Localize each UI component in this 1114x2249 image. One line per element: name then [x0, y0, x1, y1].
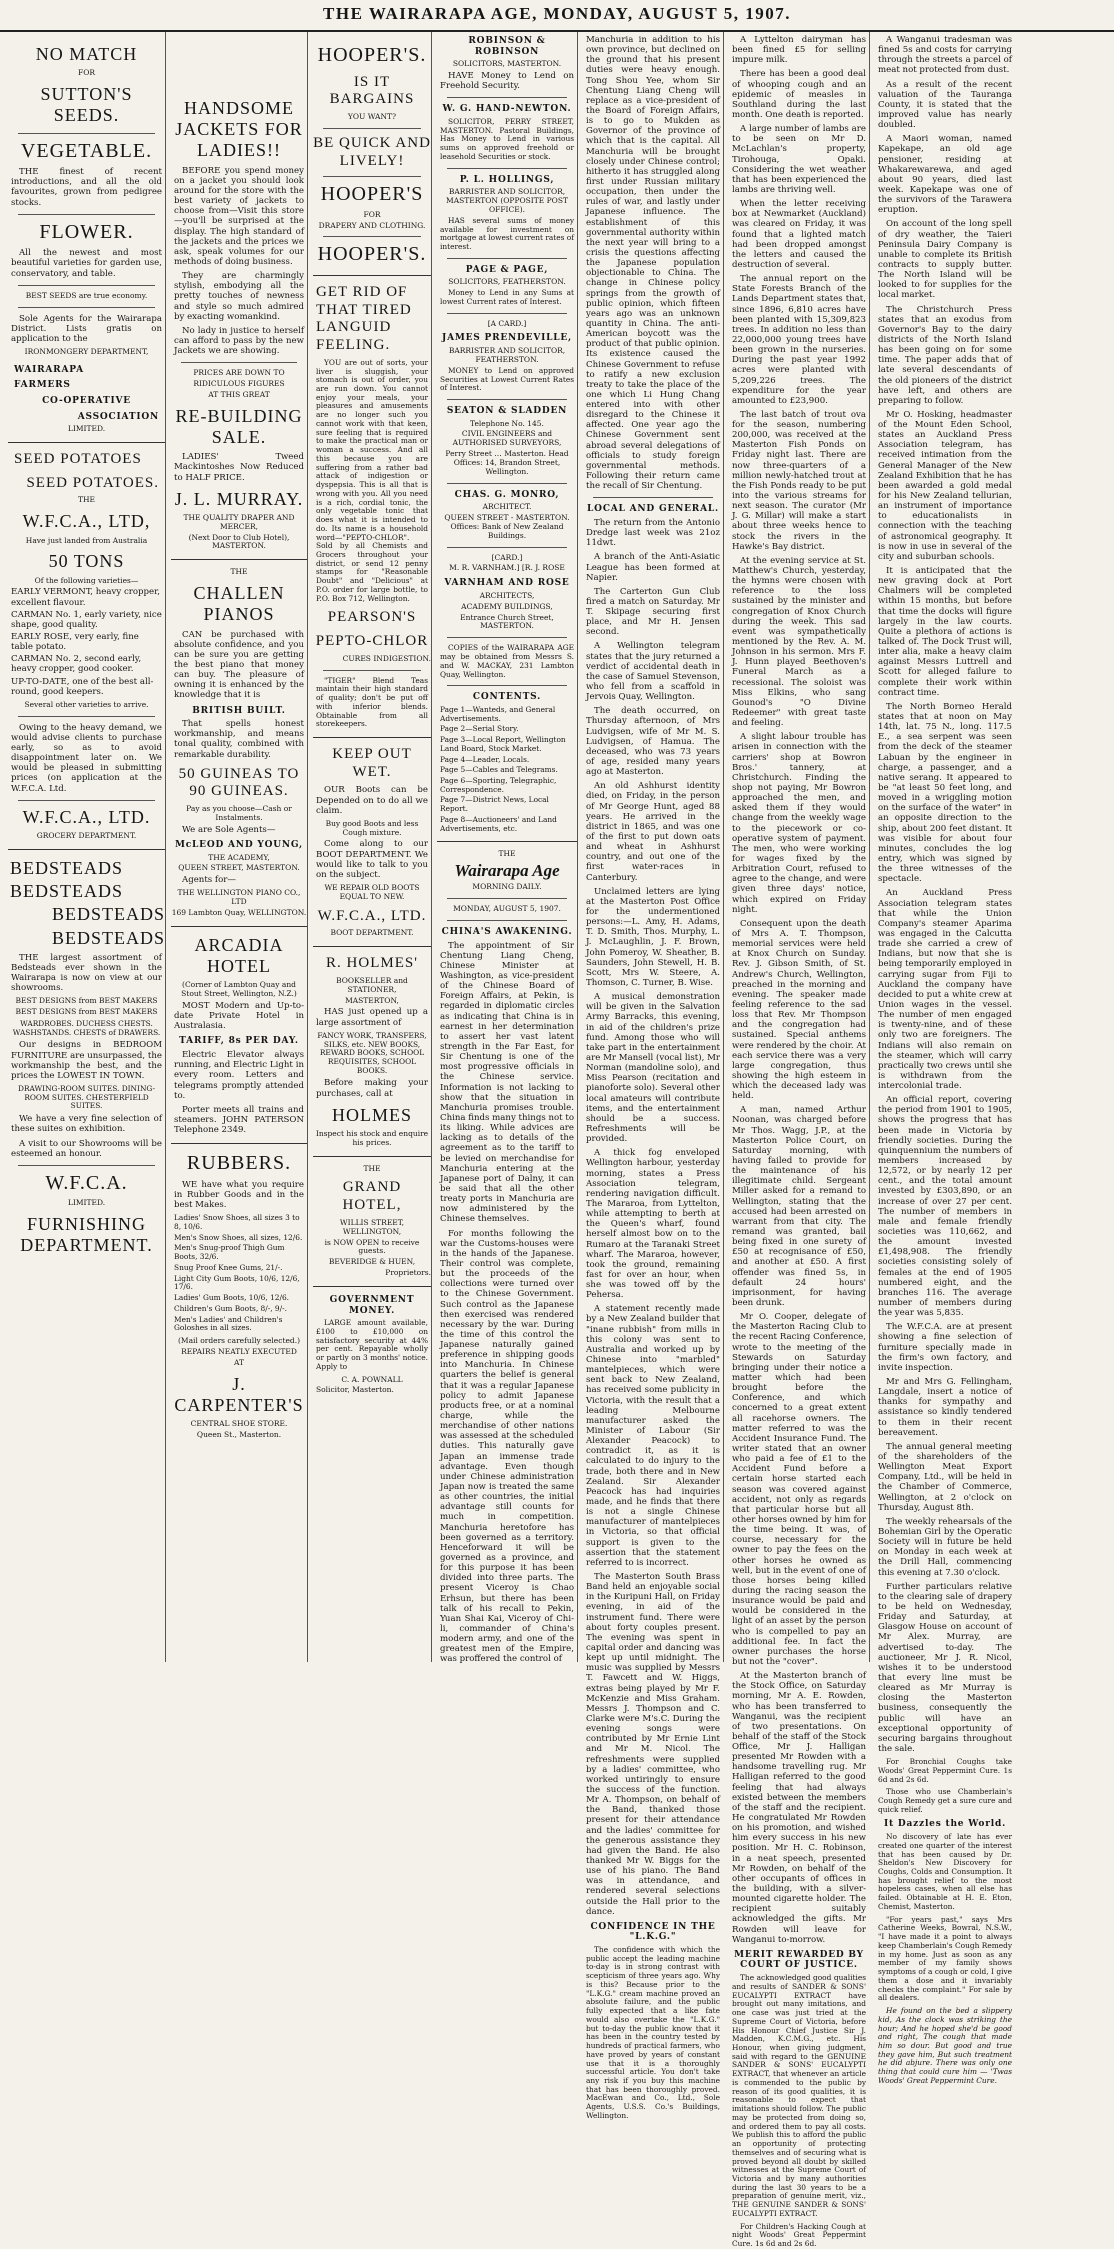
peppermint-verse: He found on the bed a slippery kid, As the clock was striking the hour; And he hoped she'd be good and right, The cough that made him so dour. But good and true they gave him, But such treatment he did abjure. There was only one thing that could cure him — 'Twas Woods' Great Peppermint Cure. [878, 2006, 1012, 2085]
rebuilding-sale-heading: RE-BUILDING SALE. [175, 405, 303, 447]
the-label-4: THE [498, 849, 516, 859]
prendeville-sub: BARRISTER AND SOLICITOR, FEATHERSTON. [448, 346, 566, 364]
local-item: The death occurred, on Thursday afternoon, of Mrs Ludvigsen, wife of Mr M. S. Ludvigsen, of Hamua. The deceased, who was 73 years of age, resided many years ago at Masterton. [586, 706, 720, 778]
central-shoe: CENTRAL SHOE STORE. [190, 1419, 288, 1429]
seed-potatoes-heading: SEED POTATOES [14, 451, 142, 468]
hollings-text: HAS several sums of money available for investment on mortgage at lowest current rates of interest. [440, 215, 574, 251]
vegetable-text: THE finest of recent introductions, and all the old favourites, grown from pedigree stocks. [11, 167, 162, 208]
monro-address: QUEEN STREET - MASTERTON. Offices: Bank of New Zealand Buildings. [444, 513, 570, 540]
holmes-heading-2: HOLMES [331, 1104, 412, 1125]
column-4 [437, 32, 578, 1665]
porter-text: Porter meets all trains and steamers. JOHN PATERSON Telephone 2349. [174, 1104, 304, 1136]
sole-agents: We are Sole Agents— [182, 824, 276, 835]
hand-newton-text: SOLICITOR, PERRY STREET, MASTERTON. Pastoral Buildings, Has Money to Lend in various sums on approved freehold or leasehold Securities or stock. [440, 116, 574, 161]
demand-text: Owing to the heavy demand, we would advise clients to purchase early, so as to avoid disappointment later on. We would be pleased in submitting prices (on application at the W.F.C.A. Ltd. [11, 722, 162, 794]
list-item: Snug Proof Knee Gums, 21/-. [174, 1262, 283, 1272]
china-text-1: The appointment of Sir Chentung Liang Cheng, Chinese Minister at Washington, as vice-president of the Chinese Board of Foreign Affairs, at Pekin, is regarded in diplomatic circles as indicating that China is in earnest in her determination to assert her vast latent strength in the Far East, for Sir Chentung is one of the most progressive officials in the Chinese service. Information is not lacking to show that the situation in Manchuria promises trouble. China finds many things not to its liking. While advices are lacking as to details of the agreement as to the tariff to be levied on merchandise for Manchuria entering at the Japanese port of Dalny, it can be said that all the other treaty ports in Manchuria are now administered by the Chinese themselves. [440, 940, 574, 1225]
boots-text: OUR Boots can be Depended on to do all we claim. [316, 785, 428, 816]
news-item: The W.F.C.A. are at present showing a fine selection of furniture specially made in the firm's own factory, and invite inspection. [878, 1322, 1012, 1373]
wairarapa-age-title: Wairarapa Age [454, 861, 560, 881]
at-this-great: AT THIS GREAT [208, 389, 270, 399]
column-7 [875, 32, 1015, 2085]
news-item: It is anticipated that the new graving dock at Port Chalmers will be completed within 15 months, but before that time the docks will figure largely in the law courts. Quite a plethora of actions is talked of. The Dock Trust will, inter alia, make a heavy claim against Messrs Luttrell and Scott for alleged failure to complete their work within contract time. [878, 566, 1012, 698]
list-item: Page 7—District News, Local Report. [440, 795, 549, 814]
list-item: UP-TO-DATE, one of the best all-round, good keepers. [11, 676, 154, 697]
jackets-text: BEFORE you spend money on a jacket you should look around for the store with the best variety of jackets to choose from—Visit this store—you'll be surprised at the display. The high standard of the jackets and the prices we ask, speak volumes for our methods of doing business. [174, 165, 304, 267]
local-item: Unclaimed letters are lying at the Masterton Post Office for the undermentioned persons:—L. Amy, H. Adams, T. D. Smith, Thos. Murphy, L. J. McLaughlin, J. F. Brown, John Pomeroy, W. Sheather, B. Saunders, John Stewell, H. B. Scott, Mrs W. Steere, A. Thomson, C. Turner, B. Wise. [586, 886, 720, 988]
willis-street: WILLIS STREET, WELLINGTON, [339, 1217, 405, 1236]
news-item: The Christchurch Press states that an exodus from Governor's Bay to the dairy districts of the North Island has been going on for some time. The paper adds that of late several descendants of the old pioneers of the district have left, and others are preparing to follow. [878, 304, 1012, 406]
list-item: Men's Snug-proof Thigh Gum Boots, 32/6. [174, 1243, 285, 1262]
morning-daily: MORNING DAILY. [472, 882, 542, 892]
list-item: EARLY VERMONT, heavy cropper, excellent flavour. [11, 587, 161, 608]
seaton-heading: SEATON & SLADDEN [446, 405, 568, 416]
china-awakening-heading: CHINA'S AWAKENING. [441, 926, 573, 937]
tweed-text: LADIES' Tweed Mackintoshes Now Reduced to HALF PRICE. [174, 452, 304, 483]
boot-department: BOOT DEPARTMENT. [330, 928, 414, 938]
dazzles-heading: It Dazzles the World. [883, 1819, 1007, 1830]
the-label: THE [77, 495, 96, 505]
repair-boots: WE REPAIR OLD BOOTS EQUAL TO NEW. [324, 883, 420, 901]
news-item: An Auckland Press Association telegram states that while the Union Company's steamer Aparima was engaged in the Calcutta trade she carried a crew of Indians, but now that she is being temporarily employed in carrying sugar from Fiji to Auckland the company have decided to put a white crew at Union wages in the vessel. The number of men engaged is twenty-nine, and of these only two are foreigners. The Indians will also remain on the steamer, which will carry practically two crews until she is withdrawn from the intercolonial trade. [878, 888, 1013, 1092]
news-item: Consequent upon the death of Mrs A. T. Thompson, memorial services were held at Knox Church on Sunday. Rev. J. Gibson Smith, of St. Andrew's Church, Wellington, preached in the morning and evening. The speaker made feeling reference to the sad loss that Rev. Mr Thompson and the congregation had sustained. Special anthems were rendered by the choir. At each service there was a very large congregation, thus showing the high esteem in which the deceased lady was held. [732, 918, 866, 1102]
rubbers-heading: RUBBERS. [186, 1152, 292, 1175]
vegetable-heading: VEGETABLE. [20, 139, 153, 162]
robinson-heading: ROBINSON & ROBINSON [468, 36, 546, 57]
ironmongery-dept: IRONMONGERY DEPARTMENT, [24, 346, 149, 356]
local-item: A statement recently made by a New Zealand builder that "inane rubbish" from mills in this colony was sent to Australia and worked up by Chinese into "marbled" mantelpieces, which were sent back to New Zealand, has received some publicity in Victoria, with the result that a leading Melbourne manufacturer asked the Minister of Labour (Sir Alexander Peacock) to contradict it, as it is calculated to do injury to the trade, both there and in New Zealand. Sir Alexander Peacock has had inquiries made, and he finds that there is not a single Chinese manufacturer of mantelpieces in Victoria, so that official support is given to the assertion that the statement referred to is incorrect. [586, 1304, 720, 1568]
mail-orders: (Mail orders carefully selected.) [177, 1336, 301, 1346]
suttons-seeds-heading: SUTTON'S SEEDS. [40, 84, 133, 126]
list-item: Page 4—Leader, Locals. [440, 754, 530, 764]
mcleod-young: McLEOD AND YOUNG, [175, 839, 303, 850]
news-item: When the letter receiving box at Newmarket (Auckland) was cleared on Friday, it was found that a lighted match had been dropped amongst the letters and caused the destruction of several. [732, 199, 866, 270]
column-6 [729, 32, 870, 2249]
list-item: CARMAN No. 2, second early, heavy cropper, good cooker. [11, 654, 142, 675]
for-label: FOR [78, 68, 95, 78]
british-built: BRITISH BUILT. [192, 705, 286, 716]
merit-heading: MERIT REWARDED BY COURT OF JUSTICE. [734, 1949, 864, 1971]
govt-money-heading: GOVERNMENT MONEY. [329, 1294, 415, 1316]
visit-text: A visit to our Showrooms will be esteemed an honour. [11, 1138, 162, 1159]
holmes-list: FANCY WORK, TRANSFERS, SILKS, etc. NEW BOOKS, REWARD BOOKS, SCHOOL REQUISITES, SCHOOL BOOKS. [317, 1030, 427, 1075]
list-item: Ladies' Snow Shoes, all sizes 3 to 8, 10/6. [174, 1213, 300, 1231]
news-item: As a result of the recent valuation of the Tauranga County, it is stated that the improved value has nearly doubled. [878, 79, 1012, 131]
before-purchases: Before making your purchases, call at [316, 1078, 428, 1099]
seaton-tel: Telephone No. 145. [470, 418, 544, 428]
local-item: A thick fog enveloped Wellington harbour, yesterday morning, states a Press Association telegram, rendering navigation difficult. The Mararoa, from Lyttelton, while attempting to berth at the Queen's wharf, found herself almost bow on to the Rumaro at the Taranaki Street wharf. The Mararoa, however, took the ground, remaining fast for over an hour, when she was towed off by the Pehersa. [586, 1148, 720, 1301]
news-item: A slight labour trouble has arisen in connection with the carriers' shop at Bowron Bros.' tannery, at Christchurch. Finding the shop not paying, Mr Bowron approached the men, and asked them if they would change from the weekly wage to the piecework or co-operative system of payment. The men, who were working for wages fixed by the Arbitration Court, refused to agree to the change, and were given three days' notice, which expired on Friday night. [732, 732, 866, 915]
confidence-text: The confidence with which the public accept the leading machine to-day is in strong contrast with scepticism of three years ago. Why is this? Because prior to the "L.K.G." cream machine proved an absolute failure, and the public fully expected that a like fate would also overtake the "L.K.G." but to-day the public know that it has been in the country tested by hundreds of practical farmers, who have proved by years of constant use that it is a thoroughly successful article. You don't take any risk if you buy this machine that has been thoroughly proved. MacEwan and Co., Ltd., Sole Agents, U.S.S. Co.'s Buildings, Wellington. [586, 1945, 720, 2120]
wfca-line-3: CO-OPERATIVE [42, 396, 131, 407]
tiger-tea-text: "TIGER" Blend Teas maintain their high standard of quality; don't be put off with inferior blends. Obtainable from all storekeepers. [316, 675, 428, 729]
news-item: The weekly rehearsals of the Bohemian Girl by the Operatic Society will in future be held on Monday in each week at the Drill Hall, commencing this evening at 7.30 o'clock. [878, 1516, 1012, 1578]
cures-indigestion: CURES INDIGESTION. [342, 653, 431, 663]
landed-text: Have just landed from Australia [25, 535, 148, 545]
hacking-cough-text: For Children's Hacking Cough at night Woods' Great Peppermint Cure. 1s 6d and 2s 6d. [732, 2221, 866, 2249]
holmes-heading: R. HOLMES' [326, 955, 418, 972]
local-item: A Wellington telegram states that the jury returned a verdict of accidental death in the case of Samuel Stevenson, who fell from a scaffold in Jervois Quay, Wellington. [586, 641, 720, 703]
news-item: A Lyttelton dairyman has been fined £5 for selling impure milk. [732, 35, 866, 66]
rubber-goods-list [174, 1214, 304, 1333]
list-item: Page 2—Serial Story. [440, 724, 519, 734]
card-label: [A CARD.] [487, 318, 527, 328]
handsome-jackets-heading: HANDSOME JACKETS FOR LADIES!! [175, 98, 303, 161]
prices-down: PRICES ARE DOWN TO [193, 368, 285, 378]
bedsteads-heading-3: BEDSTEADS [51, 904, 165, 925]
varnham-names: M. R. VARNHAM.] [R. J. ROSE [449, 563, 565, 573]
column-5 [583, 32, 724, 2120]
news-item: The annual report on the State Forests Branch of the Lands Department states that, since 1896, 6,810 acres have been planted with 15,309,823 trees. In addition no less than 22,000,000 young trees have been grown in the nurseries. During the past year 1992 acres were planted with 5,209,226 trees. The expenditure for the year amounted to £23,900. [732, 274, 866, 406]
column-3 [313, 32, 432, 1662]
pepto-chlor-heading: PEPTO-CHLOR [315, 633, 429, 650]
murray-heading: J. L. MURRAY. [174, 488, 304, 509]
news-item: Mr O. Hosking, headmaster of the Mount Eden School, states an Auckland Press Association telegram, has received intimation from the General Manager of the New Zealand Exhibition that he has been awarded a gold medal for his New Zealand tellurian, an instrument of importance to educationalists in connection with the teaching of astronomical geography. It is now in use in several of the city and suburban schools. [878, 409, 1012, 562]
pearsons-heading: PEARSON'S [327, 609, 417, 626]
queen-st-masterton: Queen St., Masterton. [196, 1429, 282, 1439]
get-rid-heading: GET RID OF THAT TIRED LANGUID FEELING. [316, 284, 412, 354]
boot-dept-text: Come along to our BOOT DEPARTMENT. We would like to talk to you on the subject. [316, 839, 428, 880]
local-item: The Masterton South Brass Band held an enjoyable social in the Kuripuni Hall, on Friday evening, in aid of the instrument fund. There were about forty couples present. The evening was spent in capital order and dancing was kept up until midnight. The music was supplied by Messrs T. Fawcett and W. Higgs, extras being played by Mr F. McKenzie and Miss Graham. Messrs J. Thompson and C. Clarke were M's.C. During the evening songs were contributed by Mr Ernie Lint and Mr M. Nicol. The refreshments were supplied by a ladies' committee, who worked untiringly to ensure the success of the function. Mr A. Thompson, on behalf of the Band, thanked those present for their attendance and the ladies' committee for the generous assistance they had given the Band. He also thanked Mr W. Biggs for the use of his piano. The Band was in attendance, and rendered several selections outside the Hall prior to the dance. [586, 1572, 720, 1917]
fifty-tons: 50 TONS [48, 551, 125, 572]
hand-newton-heading: W. G. HAND-NEWTON. [442, 104, 572, 115]
list-item: Ladies' Gum Boots, 10/6, 12/6. [174, 1293, 290, 1303]
potato-variety-list [11, 587, 162, 696]
news-item: On account of the long spell of dry weather, the Taieri Peninsula Dairy Company is unable to complete its British contracts to supply butter. The North Island will be looked to for supplies for the local market. [878, 219, 1012, 301]
repairs: REPAIRS NEATLY EXECUTED [181, 1346, 297, 1356]
grand-hotel-heading: GRAND HOTEL, [342, 1179, 402, 1214]
list-item: Men's Snow Shoes, all sizes, 12/6. [174, 1232, 303, 1242]
wellington-piano: THE WELLINGTON PIANO CO., LTD [177, 888, 301, 907]
news-item: A Wanganui tradesman was fined 5s and costs for carrying through the streets a parcel of meat not protected from dust. [878, 35, 1012, 76]
arcadia-hotel-heading: ARCADIA HOTEL [194, 934, 284, 977]
furnishing-dept: FURNISHING DEPARTMENT. [20, 1214, 153, 1256]
suites-list: DRAWING-ROOM SUITES. DINING-ROOM SUITES. CHESTERFIELD SUITES. [18, 1084, 155, 1111]
pownall: C. A. POWNALL [341, 1374, 403, 1384]
british-text: That spells honest workmanship, and means tonal quality, combined with remarkable durability. [174, 719, 304, 760]
hollings-heading: P. L. HOLLINGS, [459, 174, 555, 185]
agents-for: Agents for— [182, 875, 236, 886]
robinson-text: HAVE Money to Lend on Freehold Security. [440, 71, 574, 92]
quality-draper: THE QUALITY DRAPER AND MERCER, [183, 512, 295, 531]
news-item: Further particulars relative to the clearing sale of drapery to be held on Wednesday, Friday and Saturday, at Glasgow House on account of Mr Alex. Murray, are advertised to-day. The auctioneer, Mr J. R. Nicol, wishes it to be understood that every line must be cleared as Mr Murray is closing the Masterton business, consequently the public will have an exceptional opportunity of securing bargains throughout the sale. [878, 1581, 1012, 1754]
news-item: There has been a good deal of whooping cough and an epidemic of measles in Southland during the last month. One death is reported. [732, 69, 866, 120]
elevator-text: Electric Elevator always running, and Electric Light in every room. Letters and telegrams promptly attended to. [174, 1050, 304, 1101]
entrance-church: Entrance Church Street, MASTERTON. [460, 612, 554, 631]
no-match-heading: NO MATCH [35, 44, 138, 64]
beveridge: BEVERIDGE & HUEN, [328, 1257, 416, 1267]
arcadia-text: MOST Modern and Up-to-date Private Hotel in Australasia. [174, 1001, 304, 1032]
local-item: The return from the Antonio Dredge last week was 21oz 11dwt. [586, 517, 720, 549]
masterton-label: MASTERTON, [345, 995, 399, 1005]
list-item: Page 1—Wanteds, and General Advertisements. [440, 704, 556, 723]
news-item: Mr and Mrs G. Fellingham, Langdale, insert a notice of thanks for sympathy and assistance so kindly tendered to them in their recent bereavement. [878, 1377, 1012, 1438]
news-item: At the evening service at St. Matthew's Church, yesterday, the hymns were chosen with reference to the loss sustained by the minister and congregation of Knox Church during the week. This sad event was sympathetically mentioned by the Rev. A. M. Johnson in his sermon. Mrs F. J. Hunn played Beethoven's Funeral March as a recessional. The soloist was Miss Elkins, who sang Gounod's "O Divine Redeemer" with great taste and feeling. [732, 555, 866, 729]
copies-text: COPIES of the WAIRARAPA AGE may be obtained from Messrs S. and W. MACKAY, 231 Lambton Quay, Wellington. [440, 643, 574, 679]
guineas: 50 GUINEAS TO 90 GUINEAS. [178, 765, 300, 800]
list-item: Page 8—Auctioneers' and Land Advertisements, etc. [440, 814, 557, 833]
proprietors: Proprietors. [385, 1268, 431, 1278]
column-1 [8, 32, 166, 1662]
hoopers-heading-2: HOOPER'S [320, 183, 424, 206]
page-sub: SOLICITORS, FEATHERSTON. [448, 277, 566, 287]
wfca-heading-3: W.F.C.A. [45, 1171, 128, 1194]
the-label-3: THE [363, 1163, 381, 1173]
list-item: Page 6—Sporting, Telegraphic, Correspondence. [440, 775, 557, 794]
card-label-2: [CARD.] [491, 552, 523, 562]
wfca-ltd-heading-2: W.F.C.A., LTD. [22, 806, 151, 827]
academy-buildings: ACADEMY BUILDINGS, [461, 601, 553, 611]
hoopers-heading-1: HOOPER'S. [317, 44, 427, 66]
seaton-address: Perry Street … Masterton. Head Offices: 14, Brandon Street, Wellington. [445, 449, 569, 476]
drapery-clothing: DRAPERY AND CLOTHING. [318, 220, 426, 230]
now-open: is NOW OPEN to receive guests. [324, 1237, 420, 1256]
at-label: AT [233, 1357, 244, 1367]
keep-out-wet-heading: KEEP OUT WET. [332, 746, 412, 780]
news-item: A man, named Arthur Noonan, was charged before Mr Thos. Wagg, J.P., at the Masterton Police Court, on Saturday morning, with having failed to provide for the maintenance of his illegitimate child. Sergeant Miller asked for a remand to Wellington, stating that the accused had been arrested on warrant from that city. The remand was granted, bail being fixed in one surety of £50 at recognisance of £50, and another at £50. A first offender was fined 5s, in default 24 hours' imprisonment, for having been drunk. [732, 1105, 866, 1309]
seaton-sub: CIVIL ENGINEERS and AUTHORISED SURVEYORS, [452, 429, 562, 448]
page-heading: PAGE & PAGE, [465, 264, 549, 275]
prendeville-text: MONEY to Lend on approved Securities at Lowest Current Rates of Interest. [440, 365, 574, 393]
news-item: A large number of lambs are to be seen on Mr D. McLachlan's property, Tirohouga, Opaki. Considering the wet weather that has been experienced the lambs are thriving well. [732, 124, 866, 195]
architect-label: ARCHITECT. [482, 502, 532, 512]
wardrobes-list: WARDROBES. DUCHESS CHESTS. WASHSTANDS. CHESTS of DRAWERS. [12, 1018, 161, 1037]
best-designs-2: BEST DESIGNS from BEST MAKERS [15, 1007, 158, 1017]
hollings-sub: BARRISTER AND SOLICITOR, MASTERTON (OPPOSITE POST OFFICE). [446, 187, 568, 214]
hoopers-heading-3: HOOPER'S. [317, 243, 427, 266]
news-item: For Bronchial Coughs take Woods' Great Peppermint Cure. 1s 6d and 2s 6d. [878, 1757, 1012, 1784]
charming-text: They are charmingly stylish, embodying all the pretty touches of newness and style so much admired by exacting womankind. [174, 271, 304, 322]
solicitor-masterton: Solicitor, Masterton. [316, 1385, 394, 1395]
list-item: Children's Gum Boots, 8/-, 9/-. [174, 1303, 287, 1313]
local-general-heading: LOCAL AND GENERAL. [587, 504, 719, 515]
queen-street: QUEEN STREET, MASTERTON. [178, 863, 300, 873]
wfca-logo-block [14, 365, 159, 434]
bedsteads-heading-4: BEDSTEADS [51, 927, 165, 948]
china-text-2: For months following the war the Customs-houses were in the hands of the Japanese. Their control was complete, but the proceeds of the collections were turned over to the Chinese Government. Such control as the Japanese then exercised was rendered necessary by the war. During the time of this control the Japanese naturally gained preference in shipping goods into Manchuria. In Chinese quarters the belief is general that it was a regular Japanese policy to admit Japanese products free, or at a nominal charge, while the merchandise of other nations was assessed at the scheduled duties. This naturally gave Japan an immense trade advantage. Even though under Chinese administration Japan now is treated the same as other countries, the initial advantage still counts for much in competition. Manchuria heretofore has been governed as a territory. Henceforward it will be governed as a province, and for this purpose it has been divided into three parts. The present Viceroy is Chao Erhsun, but there has been talk of his recall to Pekin, Yuan Shai Kai, Viceroy of Chi-li, commander of China's modern army, and one of the greatest men of the Empire, was proffered the control of [440, 1228, 574, 1665]
tired-text: YOU are out of sorts, your liver is sluggish, your stomach is out of order, you are run down. You cannot enjoy your meals, your pleasures and amusements are no longer such you cannot work with that keen, sure feeling that is required to make the practical man or woman a success. And all this because you are suffering from a rather bad attack of indigestion or dyspepsia. This is all that is wrong with you. All you need is a rich, cordial tonic, the only vegetable tonic that does what it is intended to do. Its name is a household word—"PEPTO-CHLOR". Sold by all Chemists and Grocers throughout your district, or send 12 penny stamps for "Reasonable Doubt" and "Delicious" at P.O. order for large bottle, to P.O. Box 712, Wellington. [316, 357, 428, 603]
buy-boots: Buy good Boots and less Cough mixture. [325, 818, 419, 837]
local-item: The Carterton Gun Club fired a match on Saturday. Mr T. Skipage securing first place, and Mr H. Jensen second. [586, 586, 720, 638]
wfca-line-4: ASSOCIATION [77, 411, 159, 422]
the-label-2: THE [230, 567, 248, 577]
bargains-heading: IS IT BARGAINS [329, 73, 415, 108]
news-item: The last batch of trout ova for the season, numbering 200,000, was received at the Masterton Fish Ponds on Friday night last. There are now three-quarters of a million newly-hatched trout at the Fish Ponds ready to be put into the various streams for next season. The curator (Mr J. G. Millar) will make a start about three weeks hence to stock the rivers in the Hawke's Bay district. [732, 409, 866, 552]
contents-list [440, 706, 574, 834]
wfca-line-2: FARMERS [14, 380, 71, 391]
issue-date: MONDAY, AUGUST 5, 1907. [453, 904, 561, 914]
list-item: Page 3—Local Report, Wellington Land Board, Stock Market. [440, 735, 566, 753]
news-item: An official report, covering the period from 1901 to 1905, shows the progress that has been made in Victoria by friendly societies. During the quinquennium the numbers of members increased by 12,572, or by nearly 12 per cent., and the total amount invested by £303,890, or an increase of over 27 per cent. The number of members in male and female friendly societies was 110,662, and the amount invested £1,498,908. The friendly societies consisting solely of females at the end of 1905 numbered eight, and the branches 116. The average number of members during the year was 5,835. [878, 1095, 1012, 1319]
bookseller: BOOKSELLER and STATIONER, [336, 975, 408, 994]
grocery-dept: GROCERY DEPARTMENT. [36, 830, 137, 840]
bedsteads-heading-1: BEDSTEADS [10, 857, 124, 878]
column-8-margin [1021, 32, 1106, 1662]
suites-text: We have a very fine selection of these suites on exhibition. [11, 1114, 162, 1135]
govt-money-text: LARGE amount available, £100 to £10,000 on satisfactory security at 44% per cent. Repayable wholly or partly on 3 months' notice. Apply to [316, 1318, 428, 1371]
news-item: Mr O. Cooper, delegate of the Masterton Racing Club to the recent Racing Conference, wrote to the meeting of the Stewards on Saturday bringing under their notice a matter which had been brought before the Conference, and which concerned to a great extent all racehorse owners. The matter referred to was the Accident Insurance Fund. The writer stated that an owner who paid a fee of £1 to the Accident Fund before a certain horse started each season was covered against accident, not only as regards that particular horse but all other horses owned by him for the time being. It was, of course, necessary for the owner to pay the fees on the other horses he owned as well, but in the event of one of those horses being killed during the racing season the insurance would be paid and would be considered in the light of an asset by the person who is compelled to pay an additional fee. In fact the owner purchases the horse but not the "cover". [732, 1312, 866, 1667]
pay-text: Pay as you choose—Cash or Instalments. [186, 804, 292, 822]
several-varieties: Several other varieties to arrive. [24, 699, 149, 709]
robinson-sub: SOLICITORS, MASTERTON. [452, 59, 562, 69]
designs-text: Our designs in BEDROOM FURNITURE are unsurpassed, the workmanship the best, and the prices the LOWEST IN TOWN. [11, 1040, 162, 1081]
monro-heading: CHAS. G. MONRO, [454, 489, 560, 500]
wfca-line-1: WAIRARAPA [14, 364, 84, 375]
list-item: EARLY ROSE, very early, fine table potato. [11, 632, 139, 653]
local-item: An old Ashhurst identity died, on Friday, in the person of Mr George Hunt, aged 88 years. He arrived in the district in 1865, and was one of the first to put down oats and wheat in Ashhurst country, and out one of the first water-races in Canterbury. [586, 781, 720, 883]
weeks-testimonial: "For years past," says Mrs Catherine Weeks, Bowral, N.S.W., "I have made it a point to always keep Chamberlain's Cough Remedy in my home. Just as soon as any member of my family shows symptoms of a cough or cold, I give them a dose and it invariably checks the complaint." For sale by all dealers. [878, 1914, 1012, 2003]
masthead: THE WAIRARAPA AGE, MONDAY, AUGUST 5, 1907. [0, 0, 1114, 32]
sole-agents-text: Sole Agents for the Wairarapa District. Lists gratis on application to the [11, 313, 162, 344]
varnham-heading: VARNHAM AND ROSE [444, 578, 570, 589]
carpenter-heading: J. CARPENTER'S [174, 1373, 304, 1415]
merit-text: The acknowledged good qualities and results of SANDER & SONS' EUCALYPTI EXTRACT have brought out many imitations, and one case was just tried at the Supreme Court of Victoria, before His Honour Chief Justice Sir J. Madden, K.C.M.G., etc. His Honour, when giving judgment, said with regard to the GENUINE SANDER & SONS' EUCALYPTI EXTRACT, that whenever an article is commended to the public by reason of its good qualities, it is reasonable to expect that imitations should follow. The public may be protected from doing so, and ordered them to pay all costs. We publish this to afford the public an opportunity of protecting themselves and of securing what is proved beyond all doubt by skilled witnesses at the Supreme Court of Victoria and by many authorities during the last 30 years to be a preparation of genuine merit, viz., THE GENUINE SANDER & SONS' EUCALYPTI EXTRACT. [732, 1973, 866, 2218]
rubbers-text: WE have what you require in Rubber Goods and in the best Makes. [174, 1179, 304, 1211]
architects-label: ARCHITECTS, [479, 590, 535, 600]
bedsteads-heading-2: BEDSTEADS [10, 881, 124, 902]
wfca-line-5: LIMITED. [67, 424, 106, 434]
lambton-quay: 169 Lambton Quay, WELLINGTON. [171, 908, 307, 918]
flower-heading: FLOWER. [39, 220, 134, 243]
list-item: CARMAN No. 1, early variety, nice shape, good quality. [11, 609, 162, 630]
challen-pianos-heading: CHALLEN PIANOS [193, 583, 285, 625]
arcadia-address: (Corner of Lambton Quay and Stout Street, Wellington, N.Z.) [181, 980, 297, 999]
newspaper-page [8, 32, 1106, 2249]
news-item: The annual general meeting of the shareholders of the Wellington Meat Export Company, Ltd., will be held in the Chamber of Commerce, Wellington, at 2 o'clock on Thursday, August 8th. [878, 1441, 1012, 1513]
list-item: Light City Gum Boots, 10/6, 12/6, 17/6. [174, 1273, 300, 1292]
dazzles-text: No discovery of late has ever created one quarter of the interest that has been caused by Dr. Sheldon's New Discovery for Coughs, Colds and Consumption. It has brought relief to the most hopeless cases, when all else has failed. Obtainable at H. E. Eton, Chemist, Masterton. [878, 1832, 1012, 1911]
holmes-text: HAS just opened up a large assortment of [316, 1007, 428, 1028]
column-2 [171, 32, 308, 1662]
news-item: A Maori woman, named Kapekape, an old age pensioner, residing at Whakarewarewa, and aged about 90 years, died last week. Kapekape was one of the survivors of the Tarawera eruption. [878, 134, 1012, 216]
academy: THE ACADEMY, [208, 852, 270, 862]
best-designs: BEST DESIGNS from BEST MAKERS [15, 996, 158, 1006]
list-item: Page 5—Cables and Telegrams. [440, 765, 558, 775]
next-door: (Next Door to Club Hotel), MASTERTON. [188, 532, 290, 551]
flower-text: All the newest and most beautiful varieties for garden use, conservatory, and table. [11, 248, 162, 279]
local-item: A musical demonstration will be given in the Salvation Army Barracks, this evening, in aid of the children's prize fund. Among those who will take part in the entertainment are Mr Mansell (vocal list), Mr Norman (mandoline solo), and Miss Pearson (recitation and pianoforte solo). Several other local amateurs will contribute items, and the entertainment should be a success. Refreshments will be provided. [586, 992, 720, 1145]
you-want: YOU WANT? [347, 111, 397, 121]
list-item: Men's Ladies' and Children's Goloshes in all sizes. [174, 1314, 283, 1333]
confidence-heading: CONFIDENCE IN THE "L.K.G." [590, 1921, 716, 1943]
china-text-cont: Manchuria in addition to his own province, but declined on the ground that his present duties were heavy enough. Tong Shou Yee, whom Sir Chentung Liang Cheng will replace as a vice-president of the Board of Foreign Affairs, is to go to Mukden as Governor of the province of which that is the capital. All Manchuria will be brought closely under Chinese control; hitherto it has struggled along first under Russian military occupation, then under the rules of war, and lastly under Japanese influence. The establishment of this governmental authority within the next year will bring to a crisis the questions affecting the Japanese population objectionable to China. The change in Chinese policy springs from the growth of public opinion, which fifteen years ago was an unknown quantity in China. The anti-American boycott was the product of that public opinion. Its existence caused the Chinese Government to refuse to ratify a new exclusion treaty to take the place of the one which Li Hung Chang entered into with other disregard to the Chinese it affected. One year ago the Chinese Government sent abroad several delegations of officials to study foreign governmental methods. Following their return came the recall of Sir Chentung. [586, 35, 720, 492]
contents-heading: CONTENTS. [472, 692, 542, 703]
ridiculous-figures: RIDICULOUS FIGURES [193, 379, 285, 389]
quick-lively-heading: BE QUICK AND LIVELY! [313, 134, 431, 169]
following-varieties: Of the following varieties— [34, 575, 139, 585]
wfca-ltd-heading-3: W.F.C.A., LTD. [317, 907, 427, 924]
limited-label: LIMITED. [67, 1198, 106, 1208]
local-item: A branch of the Anti-Asiatic League has been formed at Napier. [586, 552, 720, 583]
news-item: The North Borneo Herald states that at noon on May 14th, lat. 75 N., long. 117.5 E., a sea serpent was seen from the deck of the steamer Labuan by the engineer in charge, a passenger, and a native serang. It appeared to be "at least 50 feet long, and moved in a wriggling motion on the surface of the water" in an opposite direction to the ship, about 200 feet distant. It was visible for about four minutes, concludes the log entry, which was signed by the three witnesses of the spectacle. [878, 701, 1012, 885]
challen-text: CAN be purchased with absolute confidence, and you can be sure you are getting the best piano that money can buy. The pleasure of owning it is enhanced by the knowledge that it is [174, 629, 304, 701]
seed-potatoes-heading-2: SEED POTATOES. [26, 474, 159, 491]
wfca-ltd-heading: W.F.C.A., LTD, [22, 511, 151, 532]
for-label-3: FOR [363, 209, 381, 219]
page-text: Money to Lend in any Sums at lowest Current rates of Interest. [440, 288, 574, 306]
no-lady-text: No lady in justice to herself can afford to pass by the new Jackets we are showing. [174, 325, 304, 357]
inspect-stock: Inspect his stock and enquire his prices. [315, 1128, 429, 1147]
news-item: Those who use Chamberlain's Cough Remedy get a sure cure and quick relief. [878, 1787, 1012, 1814]
bedsteads-text: THE largest assortment of Bedsteads ever shown in the Wairarapa is now on view at our showrooms. [11, 952, 162, 994]
best-seeds: BEST SEEDS are true economy. [25, 290, 148, 300]
prendeville-heading: JAMES PRENDEVILLE, [442, 333, 572, 344]
tariff: TARIFF, 8s PER DAY. [179, 1036, 299, 1047]
news-item: At the Masterton branch of the Stock Office, on Saturday morning, Mr A. E. Rowden, who has been transferred to Wanganui, was the recipient of two presentations. On behalf of the staff of the Stock Office, Mr J. Halligan presented Mr Rowden with a handsome travelling rug. Mr Halligan referred to the good feeling that had always existed between the members of the staff and the recipient. He congratulated Mr Rowden on his promotion, and wished him every success in his new position. Mr H. C. Robinson, in a neat speech, presented Mr Rowden, on behalf of the other occupants of offices in the building, with a silver-mounted cigarette holder. The recipient suitably acknowledged the gifts. Mr Rowden will leave for Wanganui to-morrow. [732, 1671, 866, 1945]
